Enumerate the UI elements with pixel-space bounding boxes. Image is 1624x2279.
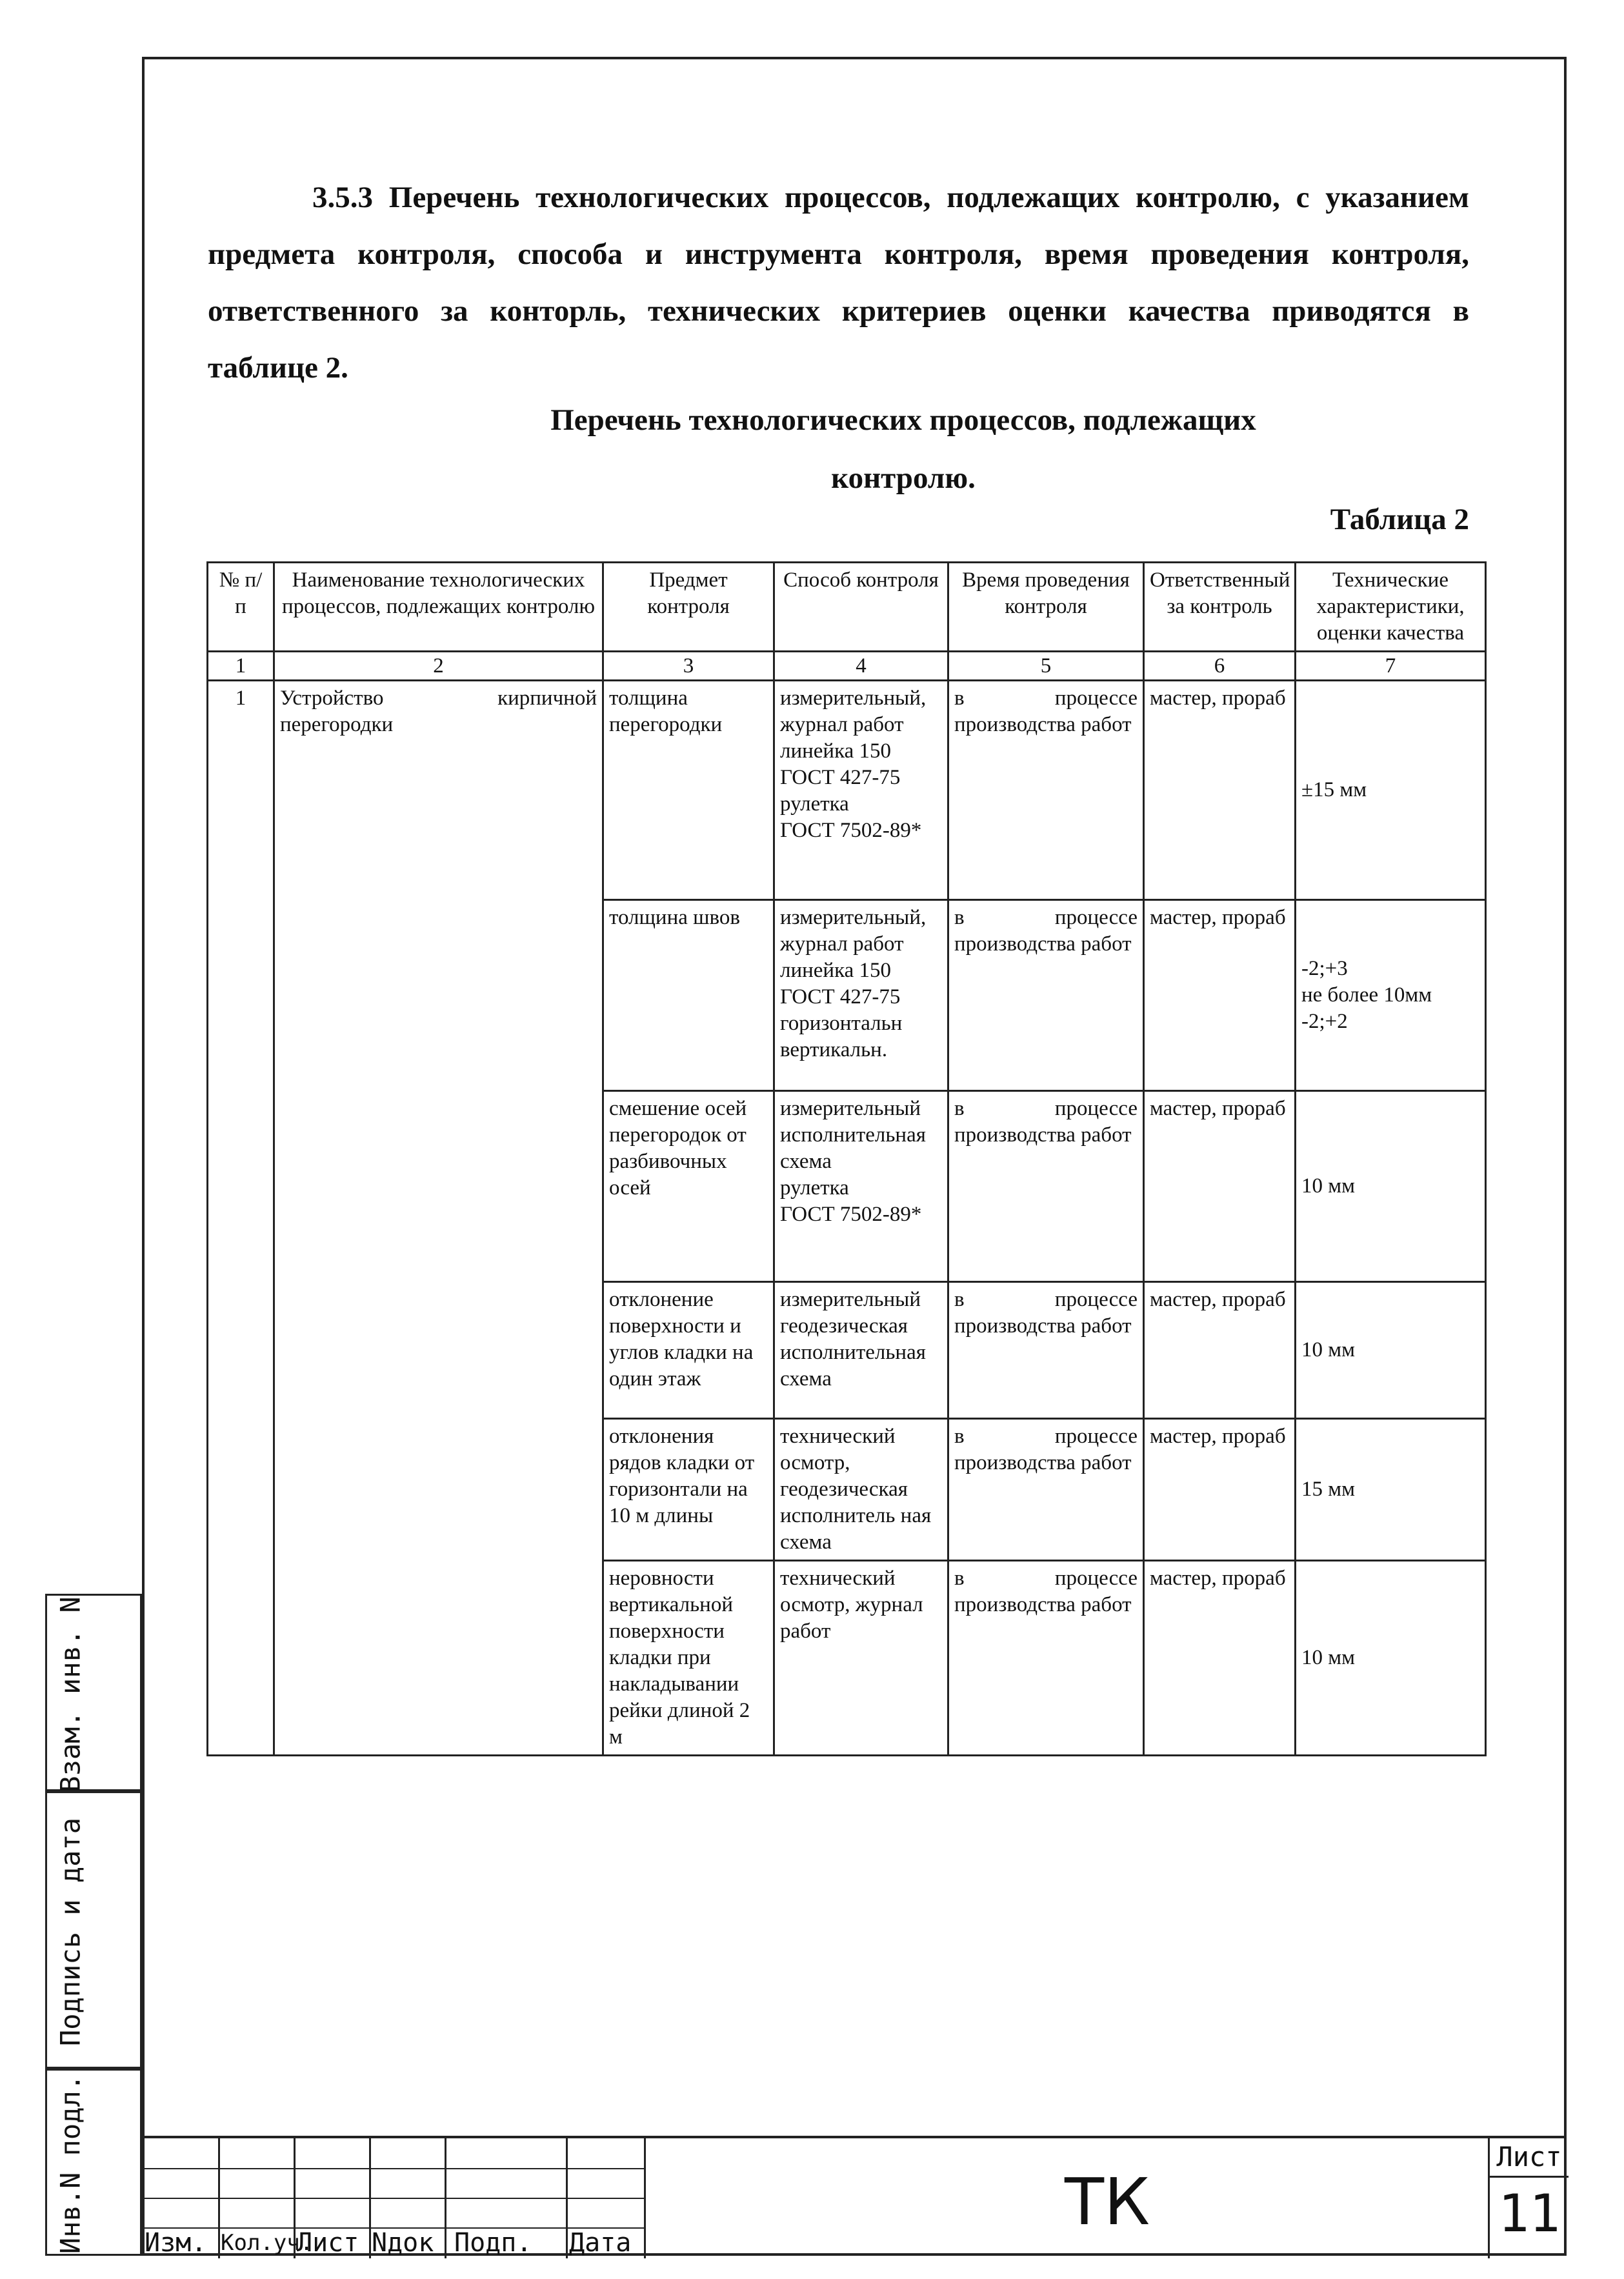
control-subject: толщина перегородки: [603, 681, 774, 900]
control-time: в процессе производства работ: [948, 1419, 1144, 1561]
control-time: в процессе производства работ: [948, 900, 1144, 1091]
intro-paragraph: [208, 169, 1469, 396]
control-time: в процессе производства работ: [948, 1282, 1144, 1419]
table-caption: [452, 391, 1355, 507]
column-label: Дата: [569, 2228, 632, 2258]
stamp-cell-replace: [45, 1594, 142, 1791]
control-subject: отклонения рядов кладки от горизонтали на 10 м длины: [603, 1419, 774, 1561]
column-label: Изм.: [145, 2228, 207, 2258]
criteria-line: не более 10мм: [1301, 983, 1432, 1007]
stamp-cell-inventory: [45, 2069, 142, 2256]
table-label: Таблица 2: [1330, 503, 1469, 536]
responsible: мастер, прораб: [1144, 900, 1296, 1091]
document-code: ТК: [1065, 2164, 1150, 2240]
method-line: линейка 150: [780, 739, 892, 763]
column-label: Кол.уч.: [221, 2230, 314, 2256]
column-number: 1: [208, 652, 274, 681]
stamp-label: Взам. инв. N: [54, 1596, 86, 1792]
responsible: мастер, прораб: [1144, 1282, 1296, 1419]
column-number: 7: [1296, 652, 1486, 681]
quality-criteria: [1296, 1282, 1486, 1419]
method-line: исполнительная схема: [780, 1123, 926, 1173]
sheet-box: [1488, 2138, 1569, 2258]
method-line: измерительный, журнал работ: [780, 687, 927, 736]
stamp-cell-signature: [45, 1791, 142, 2069]
method-line: геодезическая исполнительная схема: [780, 1314, 926, 1390]
control-time: в процессе производства работ: [948, 681, 1144, 900]
method-line: ГОСТ 427-75: [780, 766, 901, 789]
criteria-line: -2;+2: [1301, 1010, 1348, 1033]
criteria-line: -2;+3: [1301, 957, 1348, 980]
sheet-number: 11: [1498, 2184, 1561, 2244]
method-line: линейка 150: [780, 959, 892, 982]
control-method: [774, 1091, 948, 1282]
header-cell: Время проведения контроля: [948, 563, 1144, 652]
column-number: 3: [603, 652, 774, 681]
column-label: Подп.: [454, 2228, 532, 2258]
method-line: измерительный, журнал работ: [780, 906, 927, 956]
header-cell: Наименование технологических процессов, подлежащих контролю: [274, 563, 603, 652]
sheet-label: Лист: [1496, 2141, 1562, 2173]
responsible: мастер, прораб: [1144, 1419, 1296, 1561]
control-method: [774, 681, 948, 900]
method-line: вертикальн.: [780, 1038, 888, 1061]
control-subject: неровности вертикальной поверхности кладки при накладывании рейки длиной 2 м: [603, 1561, 774, 1756]
column-number: 2: [274, 652, 603, 681]
column-label: Лист: [297, 2228, 359, 2258]
column-number-row: [208, 652, 1486, 681]
quality-criteria: [1296, 1091, 1486, 1282]
method-line: рулетка: [780, 792, 849, 816]
title-block-grid: [142, 2138, 644, 2258]
control-subject: толщина швов: [603, 900, 774, 1091]
control-time: в процессе производства работ: [948, 1561, 1144, 1756]
criteria-line: 10 мм: [1301, 1338, 1356, 1361]
method-line: измерительный: [780, 1097, 921, 1120]
control-subject: отклонение поверхности и углов кладки на один этаж: [603, 1282, 774, 1419]
method-line: рулетка: [780, 1176, 849, 1200]
control-method: [774, 1419, 948, 1561]
method-line: ГОСТ 427-75: [780, 985, 901, 1009]
header-cell: Предмет контроля: [603, 563, 774, 652]
stamp-label: Инв.N подл.: [54, 2074, 86, 2254]
quality-criteria: [1296, 681, 1486, 900]
header-cell: Ответственный за контроль: [1144, 563, 1296, 652]
table-row: [208, 681, 1486, 900]
method-line: горизонтальн: [780, 1012, 903, 1035]
column-number: 5: [948, 652, 1144, 681]
title-block: [142, 2136, 1567, 2258]
stamp-label: Подпись и дата: [54, 1817, 86, 2047]
header-cell: Технические характеристики, оценки качества: [1296, 563, 1486, 652]
header-cell: Способ контроля: [774, 563, 948, 652]
method-line: ГОСТ 7502-89*: [780, 819, 922, 842]
caption-line-1: Перечень технологических процессов, подлежащих: [550, 403, 1256, 437]
control-time: в процессе производства работ: [948, 1091, 1144, 1282]
method-line: измерительный: [780, 1288, 921, 1311]
caption-line-2: контролю.: [831, 461, 976, 495]
control-subject: смешение осей перегородок от разбивочных осей: [603, 1091, 774, 1282]
intro-text: 3.5.3 Перечень технологических процессов, подлежащих контролю, с указанием предмета контроля, способа и инструмента контроля, время проведения контроля, ответственного за конторль, технических критериев оценки качества приводятся в таблице 2.: [208, 181, 1469, 385]
responsible: мастер, прораб: [1144, 1561, 1296, 1756]
control-method: [774, 1282, 948, 1419]
responsible: мастер, прораб: [1144, 681, 1296, 900]
column-label: Nдок: [372, 2228, 434, 2258]
process-number: 1: [208, 681, 274, 1756]
criteria-line: 15 мм: [1301, 1478, 1356, 1501]
header-row: [208, 563, 1486, 652]
responsible: мастер, прораб: [1144, 1091, 1296, 1282]
criteria-line: 10 мм: [1301, 1174, 1356, 1198]
control-method: [774, 1561, 948, 1756]
quality-criteria: [1296, 1561, 1486, 1756]
criteria-line: ±15 мм: [1301, 778, 1367, 801]
quality-criteria: [1296, 1419, 1486, 1561]
quality-criteria: [1296, 900, 1486, 1091]
process-name: Устройство кирпичной перегородки: [274, 681, 603, 1756]
method-line: технический осмотр, геодезическая исполнитель ная схема: [780, 1425, 932, 1554]
control-table: [206, 561, 1487, 1756]
criteria-line: 10 мм: [1301, 1646, 1356, 1669]
side-stamp: [45, 1594, 142, 2256]
control-method: [774, 900, 948, 1091]
header-cell: № п/п: [208, 563, 274, 652]
column-number: 6: [1144, 652, 1296, 681]
method-line: технический осмотр, журнал работ: [780, 1567, 923, 1643]
method-line: ГОСТ 7502-89*: [780, 1203, 922, 1226]
column-number: 4: [774, 652, 948, 681]
